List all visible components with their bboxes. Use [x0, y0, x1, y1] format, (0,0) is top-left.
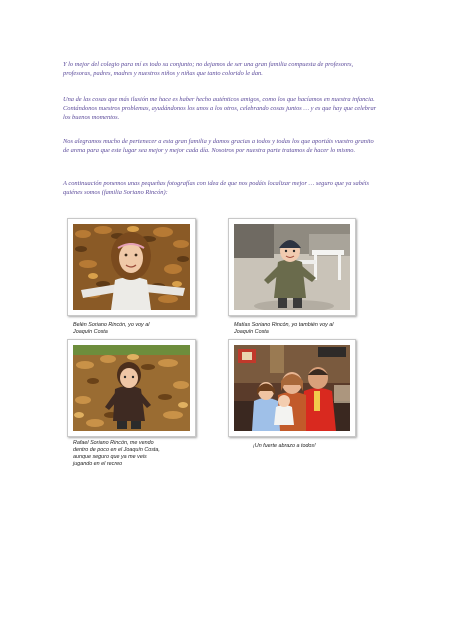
photo-girl-in-leaves — [67, 218, 196, 316]
photo-family-group — [228, 339, 356, 437]
paragraph-photos-intro: A continuación ponemos unas pequeñas fotografías con idea de que nos podáis localizar mejor … seguro que ya sabéis quiénes somos (familia Soriano Rincón): — [63, 180, 370, 196]
photo-boy-in-courtyard — [228, 218, 356, 316]
paragraph-friends: Una de las cosas que más ilusión me hace es haber hecho auténticos amigos, como los que hacíamos en nuestra infancia. Contándonos nuestros problemas, ayudándonos los unos a los otros, celebrando cosas juntos … y es que hay que celebrar los buenos momentos. — [63, 96, 377, 121]
paragraph-family: Y lo mejor del colegio para mí es todo su conjunto; no dejamos de ser una gran familia compuesta de profesores, profesoras, padres, madres y nuestros niños y niñas que tanto colorido le dan. — [63, 61, 354, 77]
caption-belen: Belén Soriano Rincón, yo voy al Joaquín Costa — [73, 322, 150, 335]
paragraph-thanks: Nos alegramos mucho de pertenecer a esta gran familia y damos gracias a todos y todas los que aportáis vuestro granito de arena para que este lugar sea mejor y mejor cada día. Nosotros por nuestra parte tratamos de hacer lo mismo. — [63, 138, 374, 154]
caption-matias: Matías Soriano Rincón, yo también voy al Joaquín Costa — [234, 322, 334, 335]
photo-family-group-image — [234, 345, 350, 431]
photo-toddler-in-leaves — [67, 339, 196, 437]
photo-girl-in-leaves-image — [73, 224, 190, 310]
caption-greeting: ¡Un fuerte abrazo a todos! — [253, 443, 316, 449]
caption-rafael: Rafael Soriano Rincón, me vendo dentro de poco en el Joaquín Costa, aunque seguro que ya me veis jugando en el recreo — [73, 440, 160, 467]
photo-toddler-in-leaves-image — [73, 345, 190, 431]
photo-boy-in-courtyard-image — [234, 224, 350, 310]
